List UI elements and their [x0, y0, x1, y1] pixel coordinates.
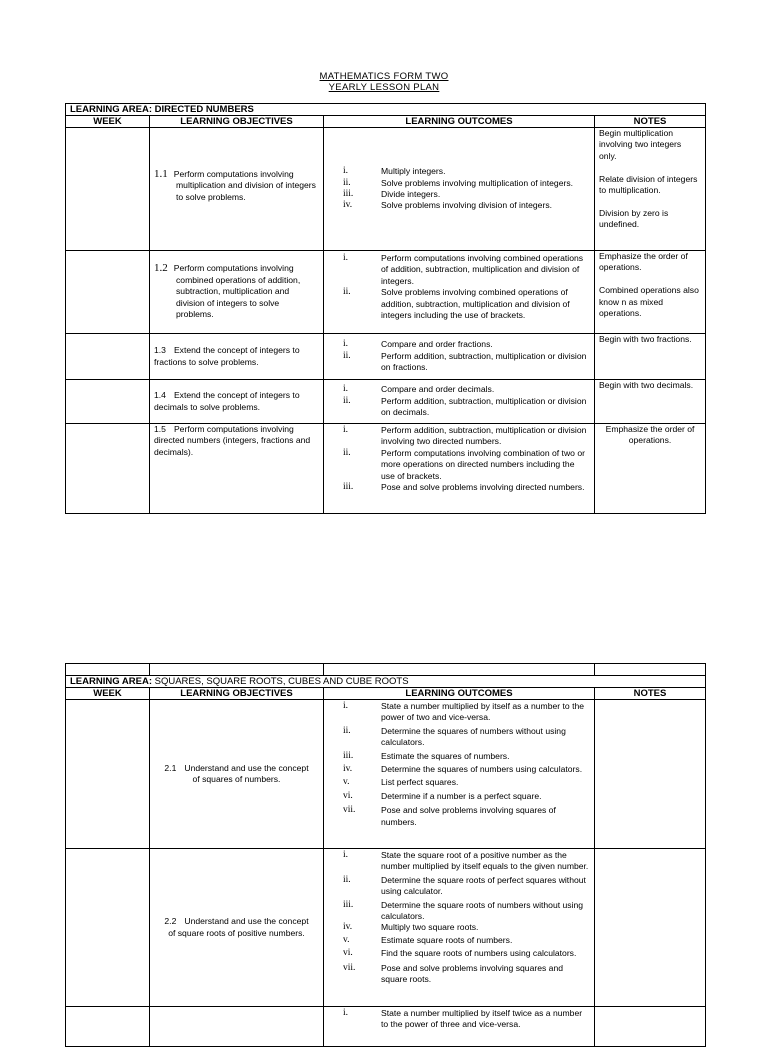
outcome-text: Solve problems involving division of integers. — [381, 200, 553, 211]
list-numeral: ii. — [343, 725, 351, 736]
week-cell — [66, 849, 150, 1007]
list-numeral: i. — [343, 425, 349, 435]
list-numeral: iii. — [343, 899, 354, 910]
list-item — [328, 178, 590, 189]
header-outcomes: LEARNING OUTCOMES — [324, 116, 595, 128]
list-numeral: i. — [343, 850, 349, 860]
objective-number: 1.4 — [154, 390, 166, 401]
list-item — [328, 791, 590, 802]
notes-cell: Emphasize the order of operations. Combined operations also know n as mixed operations. — [595, 251, 706, 334]
list-numeral: iii. — [343, 482, 354, 493]
objective-cell — [150, 334, 324, 380]
notes-cell: Emphasize the order of operations. — [595, 424, 706, 514]
outcome-text: Estimate the squares of numbers. — [381, 750, 510, 761]
outcome-text: Determine the square roots of numbers without using calculators. — [381, 899, 584, 922]
list-item — [328, 963, 590, 986]
list-item — [328, 425, 590, 448]
list-item — [328, 253, 590, 287]
objective-number: 2.2 — [164, 916, 177, 927]
notes-cell — [595, 849, 706, 1007]
table-row — [66, 849, 706, 1007]
list-item — [328, 1008, 590, 1031]
objective-number: 1.1 — [154, 167, 168, 180]
outcomes-cell — [324, 1007, 595, 1047]
week-cell — [66, 251, 150, 334]
document-subtitle: YEARLY LESSON PLAN — [328, 82, 440, 93]
list-item — [328, 189, 590, 200]
blank-top-row — [66, 664, 706, 676]
outcomes-list — [328, 1008, 590, 1031]
outcome-text: Perform addition, subtraction, multiplication or division on fractions. — [381, 350, 587, 373]
list-item — [328, 448, 590, 482]
list-numeral: vi. — [343, 948, 353, 959]
list-item — [328, 751, 590, 762]
list-item — [328, 339, 590, 350]
notes-cell: Begin with two decimals. — [595, 380, 706, 424]
outcome-text: Compare and order fractions. — [381, 339, 493, 350]
outcomes-list — [328, 339, 590, 373]
outcome-text: State the square root of a positive number as the number multiplied by itself equals to the given number. — [381, 850, 589, 872]
document-title: MATHEMATICS FORM TWO — [319, 71, 449, 82]
header-objectives: LEARNING OBJECTIVES — [150, 116, 324, 128]
outcome-text: Pose and solve problems involving squares of numbers. — [381, 805, 556, 827]
list-numeral: i. — [343, 339, 349, 350]
week-cell — [66, 128, 150, 251]
outcomes-cell — [324, 380, 595, 424]
table-row — [66, 334, 706, 380]
objective-number: 1.3 — [154, 345, 166, 356]
list-numeral: iii. — [343, 189, 354, 199]
list-item — [328, 701, 590, 724]
learning-area-row — [66, 104, 706, 116]
list-numeral: ii. — [343, 177, 351, 188]
list-numeral: ii. — [343, 874, 351, 885]
outcomes-cell — [324, 424, 595, 514]
list-numeral: v. — [343, 934, 350, 945]
list-numeral: i. — [343, 384, 349, 395]
header-week: WEEK — [66, 116, 150, 128]
list-item — [328, 948, 590, 959]
outcomes-cell — [324, 334, 595, 380]
learning-area-name: SQUARES, SQUARE ROOTS, CUBES AND CUBE ROOTS — [154, 676, 409, 687]
outcomes-list — [328, 701, 590, 828]
outcome-text: Estimate square roots of numbers. — [381, 934, 513, 945]
objective-number: 1.5 — [154, 424, 166, 434]
outcome-text: Find the square roots of numbers using calculators. — [381, 948, 577, 959]
header-objectives: LEARNING OBJECTIVES — [150, 688, 324, 700]
table-row — [66, 380, 706, 424]
objective-cell — [150, 380, 324, 424]
header-notes: NOTES — [595, 116, 706, 128]
outcome-text: Determine the squares of numbers without using calculators. — [381, 725, 566, 748]
list-item — [328, 482, 590, 493]
outcome-text: Solve problems involving combined operations of addition, subtraction, multiplication and division of integers including the use of brackets. — [381, 287, 570, 321]
learning-area-row — [66, 676, 706, 688]
list-numeral: ii. — [343, 395, 351, 406]
outcome-text: Perform computations involving combined operations of addition, subtraction, multiplication and division of integers. — [381, 253, 584, 286]
outcome-text: Perform computations involving combination of two or more operations on directed numbers including the use of brackets. — [381, 447, 585, 481]
list-item — [328, 726, 590, 749]
list-item — [328, 166, 590, 177]
list-numeral: vii. — [343, 962, 356, 973]
list-numeral: i. — [343, 1008, 349, 1018]
list-item — [328, 200, 590, 211]
objective-text: Understand and use the concept of square roots of positive numbers. — [168, 916, 309, 938]
outcome-text: State a number multiplied by itself twice as a number to the power of three and vice-versa. — [381, 1008, 583, 1030]
header-row — [66, 688, 706, 700]
list-numeral: ii. — [343, 350, 351, 361]
lesson-plan-table-directed-numbers — [65, 103, 706, 514]
objective-number: 1.2 — [154, 262, 168, 275]
objective-cell — [150, 849, 324, 1007]
outcomes-list — [328, 425, 590, 493]
week-cell — [66, 424, 150, 514]
list-numeral: v. — [343, 777, 350, 788]
notes-cell: Begin with two fractions. — [595, 334, 706, 380]
list-item — [328, 777, 590, 788]
list-numeral: vi. — [343, 790, 353, 801]
objective-text: Perform computations involving multiplication and division of integers to solve problems. — [173, 168, 316, 202]
table-row — [66, 251, 706, 334]
list-numeral: iii. — [343, 750, 354, 761]
week-cell — [66, 380, 150, 424]
outcome-text: Solve problems involving multiplication of integers. — [381, 177, 574, 188]
outcome-text: Compare and order decimals. — [381, 384, 495, 395]
objective-text: Extend the concept of integers to decimals to solve problems. — [154, 390, 300, 412]
outcome-text: Pose and solve problems involving directed numbers. — [381, 482, 585, 493]
header-week: WEEK — [66, 688, 150, 700]
list-numeral: i. — [343, 166, 349, 177]
objective-number: 2.1 — [164, 762, 177, 773]
objective-cell — [150, 424, 324, 514]
table-row — [66, 700, 706, 849]
list-numeral: iv. — [343, 922, 353, 933]
outcome-text: Multiply two square roots. — [381, 922, 479, 933]
notes-cell: Begin multiplication involving two integers only. Relate division of integers to multiplication. Division by zero is undefined. — [595, 128, 706, 251]
header-outcomes: LEARNING OUTCOMES — [324, 688, 595, 700]
outcomes-cell — [324, 128, 595, 251]
week-cell — [66, 334, 150, 380]
list-item — [328, 351, 590, 374]
list-numeral: vii. — [343, 805, 356, 816]
header-row — [66, 116, 706, 128]
outcome-text: Determine the square roots of perfect squares without using calculator. — [381, 874, 586, 897]
outcomes-list — [328, 850, 590, 985]
list-item — [328, 875, 590, 898]
header-notes: NOTES — [595, 688, 706, 700]
objective-cell — [150, 128, 324, 251]
objective-text: Understand and use the concept of squares of numbers. — [184, 762, 309, 784]
list-item — [328, 764, 590, 775]
outcome-text: Determine if a number is a perfect square. — [381, 790, 542, 801]
list-item — [328, 900, 590, 923]
week-cell — [66, 700, 150, 849]
list-numeral: iv. — [343, 764, 353, 775]
table-row — [66, 128, 706, 251]
list-item — [328, 805, 590, 828]
objective-cell — [150, 1007, 324, 1047]
list-numeral: ii. — [343, 447, 351, 458]
table-row — [66, 424, 706, 514]
outcomes-list — [328, 253, 590, 321]
notes-cell — [595, 700, 706, 849]
notes-cell — [595, 1007, 706, 1047]
list-item — [328, 384, 590, 395]
objective-cell — [150, 700, 324, 849]
list-numeral: i. — [343, 253, 349, 263]
outcomes-cell — [324, 251, 595, 334]
outcomes-cell — [324, 849, 595, 1007]
objective-text: Perform computations involving combined operations of addition, subtraction, multiplication and division of integers to solve problems. — [173, 263, 301, 320]
outcome-text: Perform addition, subtraction, multiplication or division on decimals. — [381, 395, 587, 418]
list-numeral: i. — [343, 701, 349, 711]
objective-cell — [150, 251, 324, 334]
week-cell — [66, 1007, 150, 1047]
list-item — [328, 287, 590, 321]
learning-area-name: DIRECTED NUMBERS — [154, 104, 254, 115]
objective-text: Perform computations involving directed numbers (integers, fractions and decimals). — [154, 424, 311, 457]
lesson-plan-table-squares-roots — [65, 663, 706, 1047]
list-item — [328, 850, 590, 873]
list-item — [328, 396, 590, 419]
outcome-text: Multiply integers. — [381, 166, 446, 177]
list-numeral: ii. — [343, 287, 351, 298]
learning-area-label: LEARNING AREA: — [70, 676, 152, 687]
learning-area-label: LEARNING AREA: — [70, 104, 152, 115]
outcomes-list — [328, 166, 590, 212]
outcome-text: Perform addition, subtraction, multiplication or division involving two directed numbers. — [381, 425, 587, 447]
outcome-text: Determine the squares of numbers using calculators. — [381, 764, 583, 775]
objective-text: Extend the concept of integers to fractions to solve problems. — [154, 345, 300, 367]
list-item — [328, 922, 590, 933]
table-row — [66, 1007, 706, 1047]
outcome-text: Pose and solve problems involving squares and square roots. — [381, 962, 564, 985]
outcomes-list — [328, 384, 590, 418]
outcome-text: Divide integers. — [381, 189, 441, 199]
outcome-text: List perfect squares. — [381, 777, 459, 788]
outcomes-cell — [324, 700, 595, 849]
list-numeral: iv. — [343, 200, 353, 211]
list-item — [328, 935, 590, 946]
outcome-text: State a number multiplied by itself as a number to the power of two and vice-versa. — [381, 701, 585, 723]
